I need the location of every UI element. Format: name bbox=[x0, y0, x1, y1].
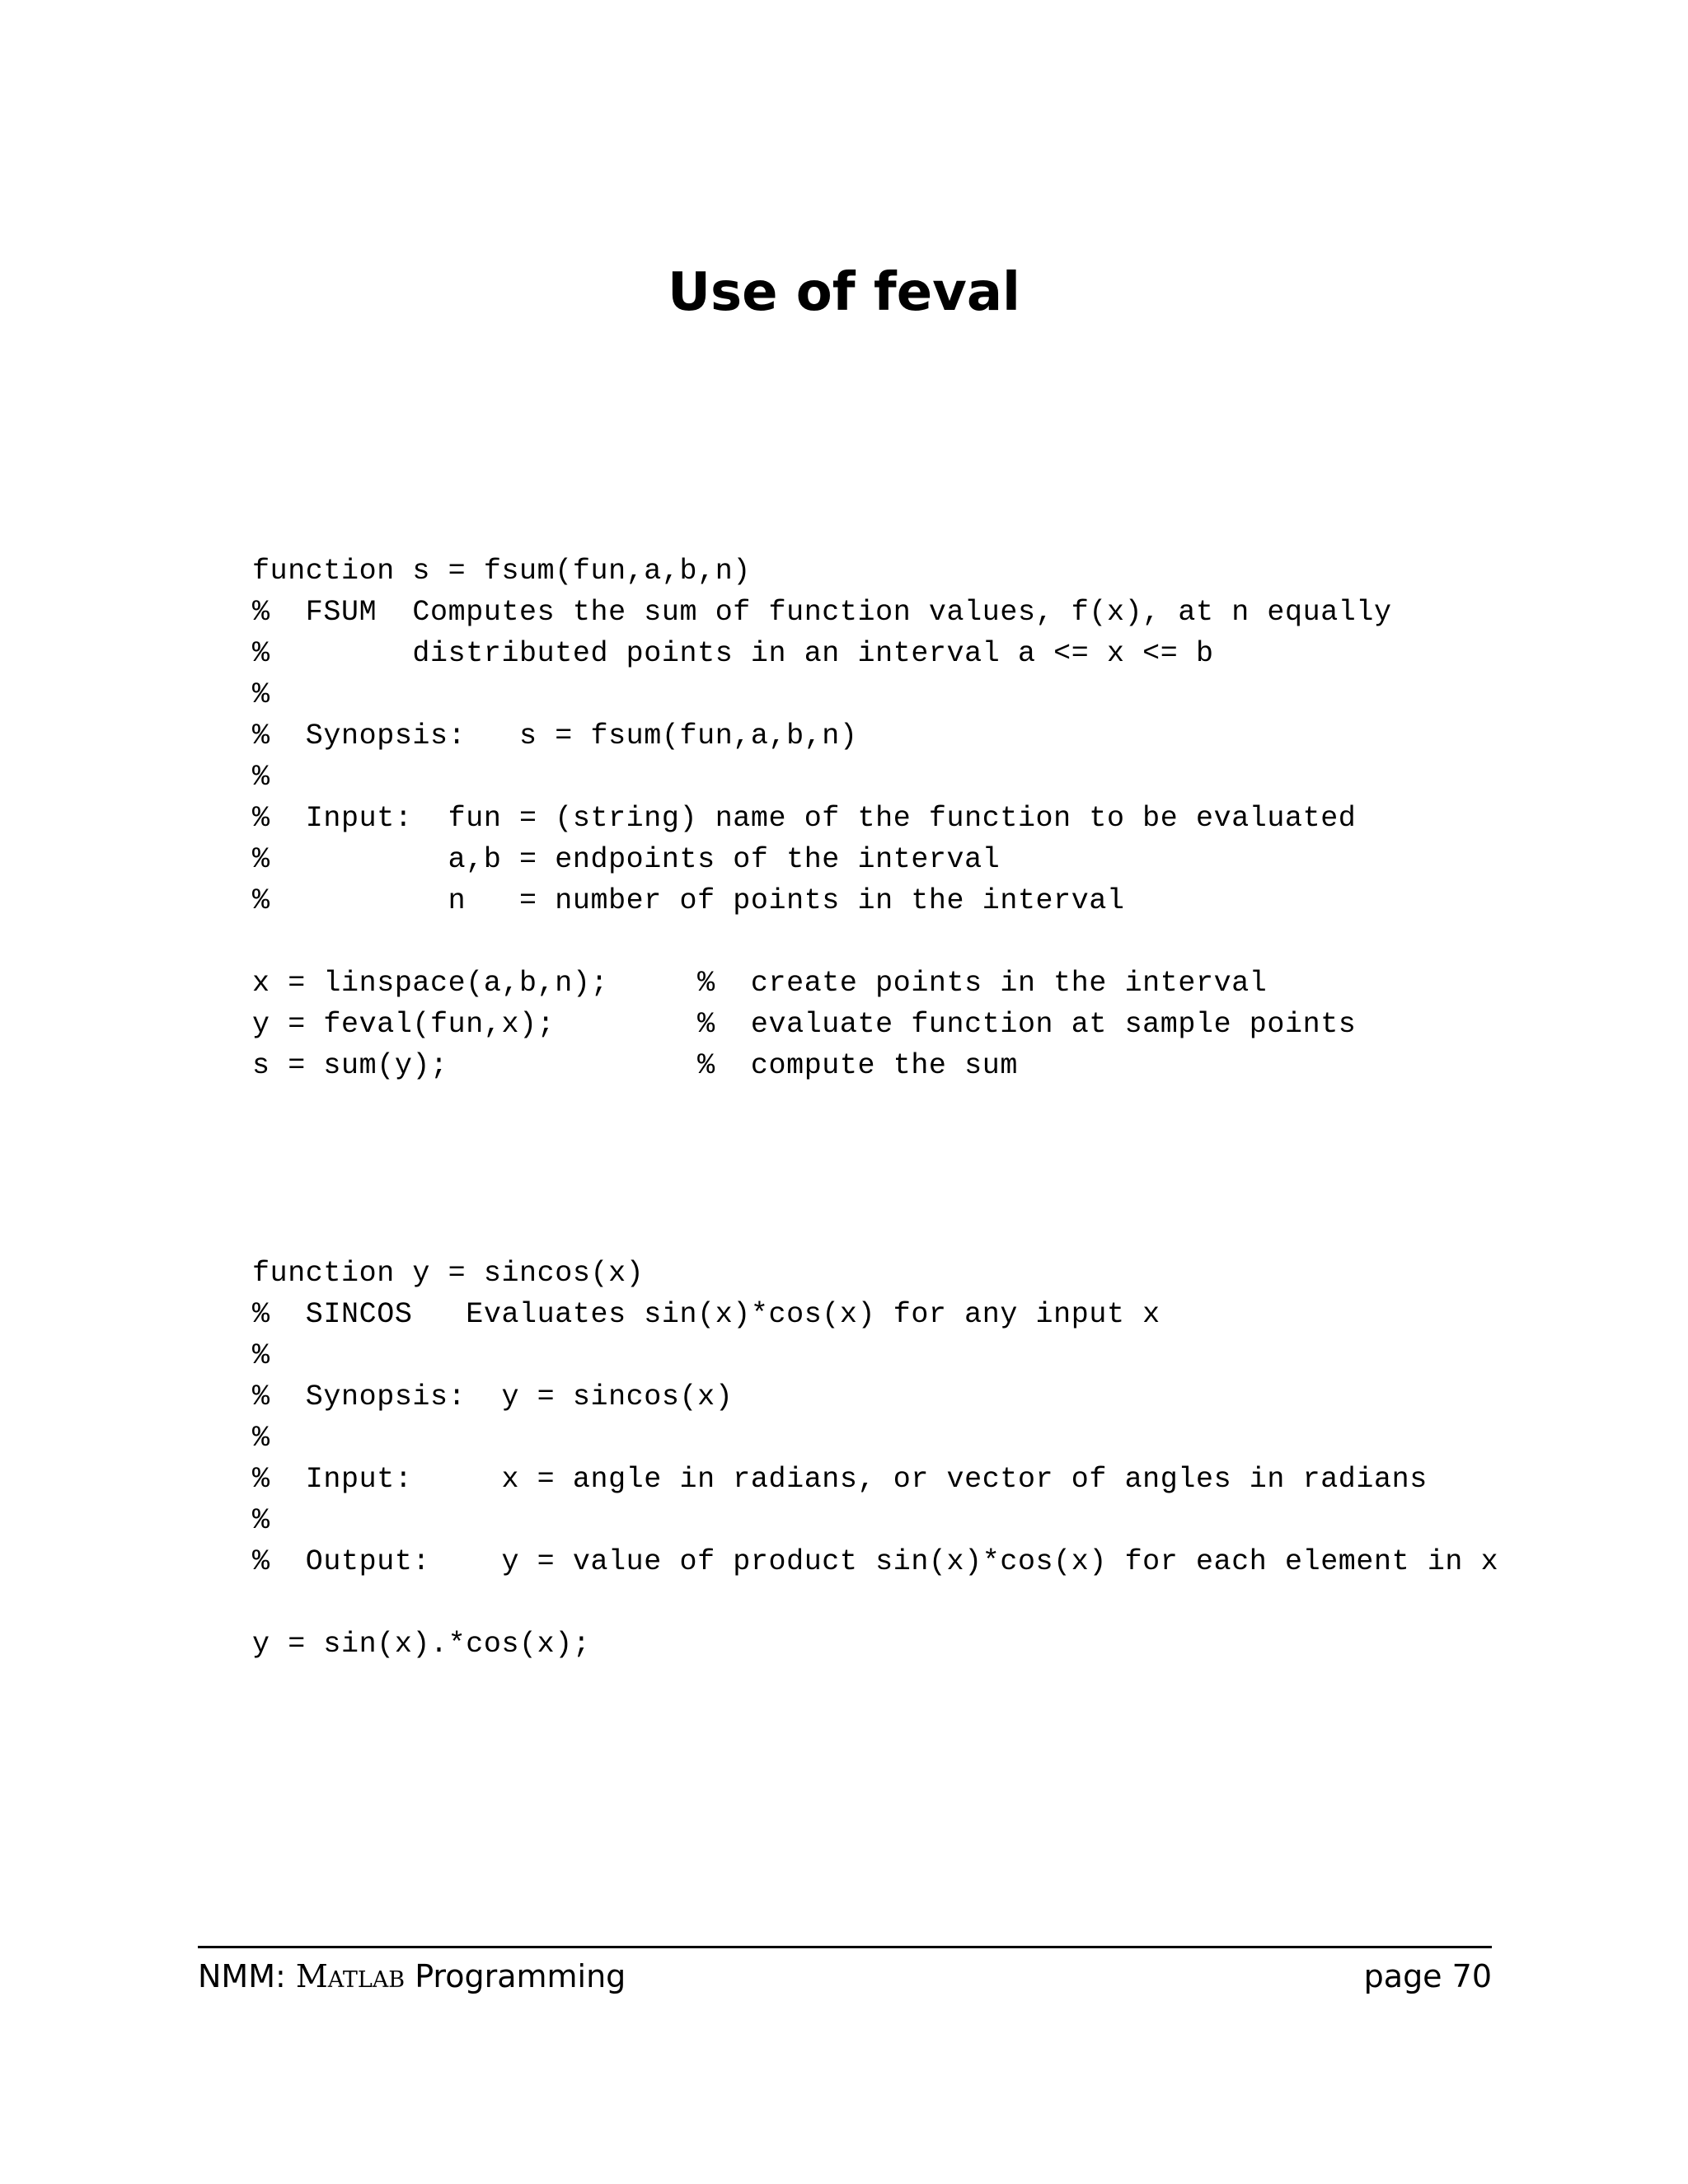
code-line: % Input: fun = (string) name of the function to be evaluated bbox=[252, 802, 1357, 835]
page-title: Use of feval bbox=[668, 262, 1020, 323]
code-line: % bbox=[252, 761, 270, 794]
code-line: % bbox=[252, 678, 270, 711]
code-line: x = linspace(a,b,n); % create points in the interval bbox=[252, 967, 1268, 1000]
code-line: % a,b = endpoints of the interval bbox=[252, 843, 1001, 876]
code-line: % bbox=[252, 1504, 270, 1537]
code-line: % SINCOS Evaluates sin(x)*cos(x) for any input x bbox=[252, 1298, 1160, 1331]
code-line: % bbox=[252, 1422, 270, 1455]
code-line: % Output: y = value of product sin(x)*cos(x) for each element in x bbox=[252, 1545, 1499, 1578]
code-line: % Input: x = angle in radians, or vector of angles in radians bbox=[252, 1463, 1428, 1496]
code-line: function y = sincos(x) bbox=[252, 1257, 645, 1290]
footer-prefix: NMM: bbox=[198, 1958, 296, 1994]
code-line: % Synopsis: y = sincos(x) bbox=[252, 1380, 734, 1413]
code-line: % bbox=[252, 1339, 270, 1372]
code-block-fsum bbox=[252, 551, 1392, 1086]
footer-matlab-smallcaps: Matlab bbox=[295, 1958, 406, 1994]
code-line: % n = number of points in the interval bbox=[252, 884, 1125, 917]
code-line: s = sum(y); % compute the sum bbox=[252, 1049, 1018, 1082]
footer-suffix: Programming bbox=[405, 1958, 626, 1994]
code-line: function s = fsum(fun,a,b,n) bbox=[252, 555, 751, 588]
code-line: y = feval(fun,x); % evaluate function at sample points bbox=[252, 1008, 1357, 1041]
code-line-blank bbox=[252, 1582, 1498, 1624]
code-block-sincos bbox=[252, 1253, 1498, 1665]
code-line: % distributed points in an interval a <= x <= b bbox=[252, 637, 1214, 670]
footer-course-label bbox=[198, 1953, 626, 1999]
code-line-blank bbox=[252, 921, 1392, 963]
page-number: page 70 bbox=[1363, 1958, 1492, 1994]
code-line: % Synopsis: s = fsum(fun,a,b,n) bbox=[252, 719, 858, 752]
footer-divider bbox=[198, 1946, 1492, 1948]
code-line: y = sin(x).*cos(x); bbox=[252, 1628, 591, 1661]
code-line: % FSUM Computes the sum of function values, f(x), at n equally bbox=[252, 596, 1392, 629]
